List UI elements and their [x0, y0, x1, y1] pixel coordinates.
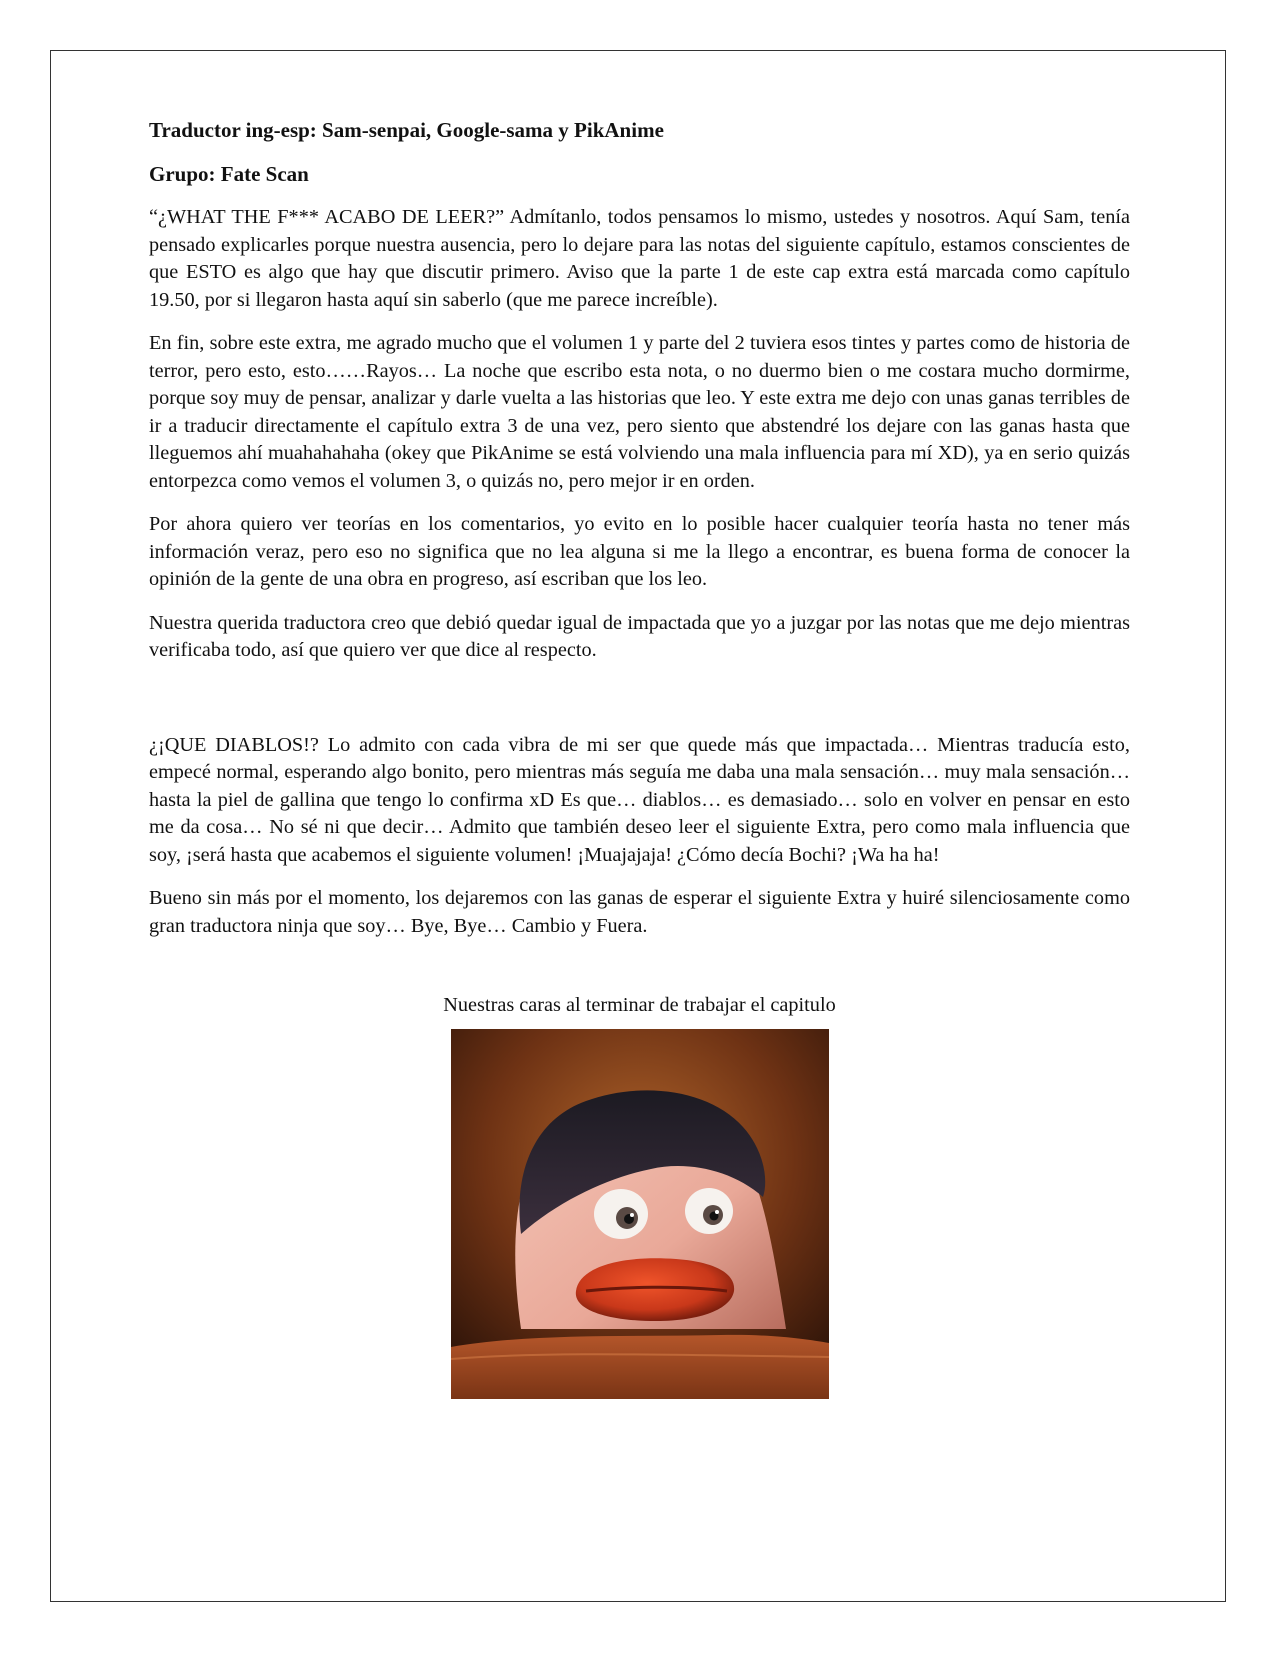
translator-line: Traductor ing-esp: Sam-senpai, Google-sama y PikAnime [149, 118, 664, 142]
document-body [149, 116, 1130, 1399]
penguin-face-image [451, 1029, 829, 1399]
figure-caption: Nuestras caras al terminar de trabajar el capitulo [443, 994, 836, 1016]
paragraph: Bueno sin más por el momento, los dejaremos con las ganas de esperar el siguiente Extra y huiré silenciosamente como gran traductora ninja que soy… Bye, Bye… Cambio y Fuera. [149, 887, 1130, 937]
group-line: Grupo: Fate Scan [149, 162, 309, 186]
paragraph: “¿WHAT THE F*** ACABO DE LEER?” Admítanlo, todos pensamos lo mismo, ustedes y nosotros. Aquí Sam, tenía pensado explicarles porque nuestra ausencia, pero lo dejare para las notas del siguiente capítulo, estamos conscientes de que ESTO es algo que hay que discutir primero. Aviso que la parte 1 de este cap extra está marcada como capítulo 19.50, por si llegaron hasta aquí sin saberlo (que me parece increíble). [149, 206, 1130, 311]
paragraph: Por ahora quiero ver teorías en los comentarios, yo evito en lo posible hacer cualquier teoría hasta no tener más información veraz, pero eso no significa que no lea alguna si me la llego a encontrar, es buena forma de conocer la opinión de la gente de una obra en progreso, así escriban que los leo. [149, 513, 1130, 590]
paragraph: En fin, sobre este extra, me agrado mucho que el volumen 1 y parte del 2 tuviera esos tintes y partes como de historia de terror, pero esto, esto……Rayos… La noche que escribo esta nota, o no duermo bien o me costara mucho dormirme, porque soy muy de pensar, analizar y darle vuelta a las historias que leo. Y este extra me dejo con unas ganas terribles de ir a traducir directamente el capítulo extra 3 de una vez, pero siento que abstendré los dejare con las ganas hasta que lleguemos ahí muahahahaha (okey que PikAnime se está volviendo una mala influencia para mí XD), ya en serio quizás entorpezca como vemos el volumen 3, o quizás no, pero mejor ir en orden. [149, 332, 1130, 492]
section-spacer [149, 681, 1130, 732]
paragraph: ¿¡QUE DIABLOS!? Lo admito con cada vibra de mi ser que quede más que impactada… Mientras traducía esto, empecé normal, esperando algo bonito, pero mientras más seguía me daba una mala sensación… muy mala sensación… hasta la piel de gallina que tengo lo confirma xD Es que… diablos… es demasiado… solo en volver en pensar en esto me da cosa… No sé ni que decir… Admito que también deseo leer el siguiente Extra, pero como mala influencia que soy, ¡será hasta que acabemos el siguiente volumen! ¡Muajajaja! ¿Cómo decía Bochi? ¡Wa ha ha! [149, 733, 1130, 866]
paragraph: Nuestra querida traductora creo que debió quedar igual de impactada que yo a juzgar por las notas que me dejo mientras verificaba todo, así que quiero ver que dice al respecto. [149, 611, 1130, 661]
